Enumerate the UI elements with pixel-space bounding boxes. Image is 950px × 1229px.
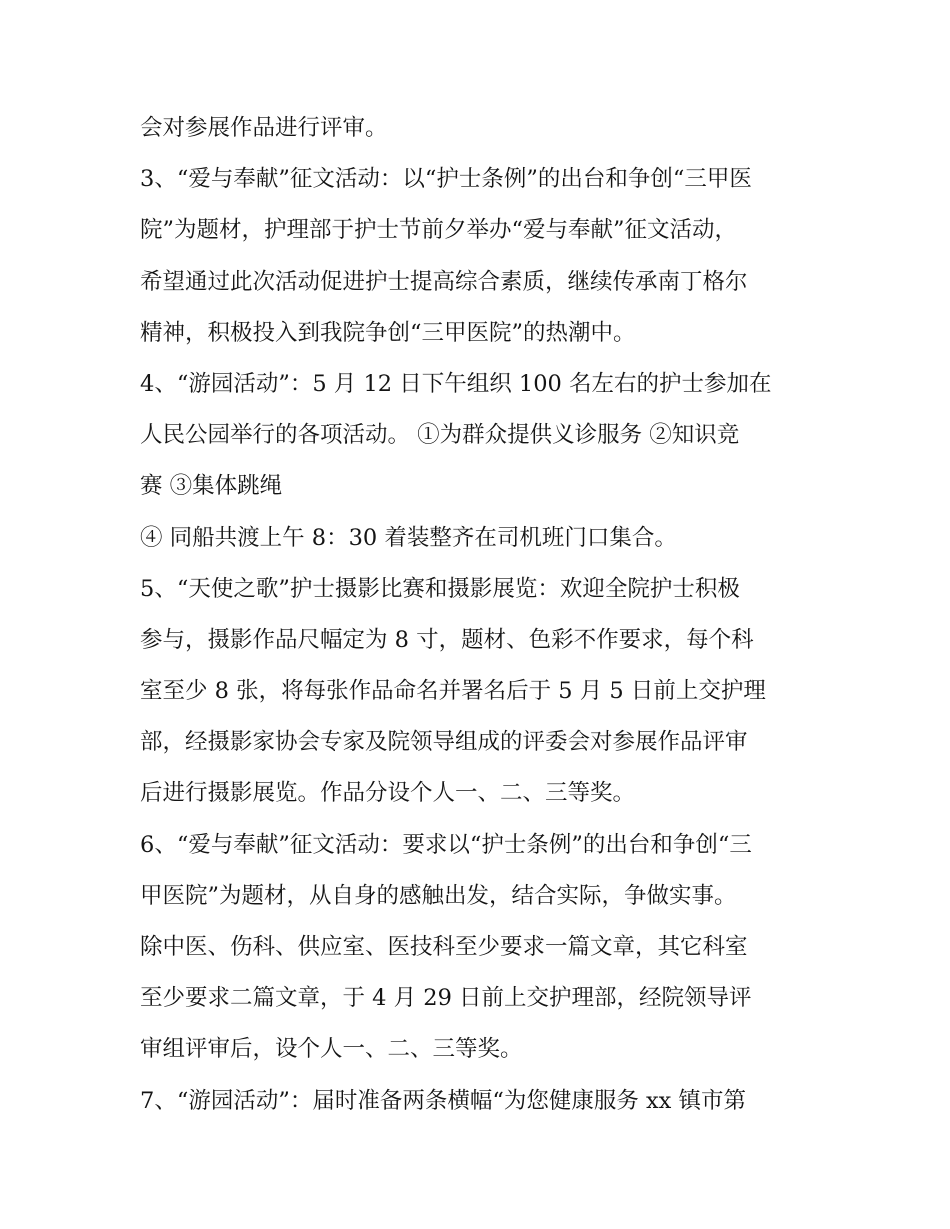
text-line: 4、“游园活动”：5 月 12 日下午组织 100 名左右的护士参加在 xyxy=(140,370,772,397)
text-line: 精神，积极投入到我院争创“三甲医院”的热潮中。 xyxy=(140,319,636,346)
document-body xyxy=(140,103,830,1127)
text-line: 后进行摄影展览。作品分设个人一、二、三等奖。 xyxy=(140,780,636,807)
text-line: 参与，摄影作品尺幅定为 8 寸，题材、色彩不作要求，每个科 xyxy=(140,626,754,653)
text-line: 室至少 8 张，将每张作品命名并署名后于 5 月 5 日前上交护理 xyxy=(140,678,766,705)
text-line: 7、“游园活动”：届时准备两条横幅“为您健康服务 xx 镇市第 xyxy=(140,1087,747,1114)
text-line: 5、“天使之歌”护士摄影比赛和摄影展览：欢迎全院护士积极 xyxy=(140,575,740,602)
text-line: 审组评审后，设个人一、二、三等奖。 xyxy=(140,1036,523,1063)
text-line: 6、“爱与奉献”征文活动：要求以“护士条例”的出台和争创“三 xyxy=(140,831,752,858)
text-line: 院”为题材，护理部于护士节前夕举办“爱与奉献”征文活动， xyxy=(140,217,738,244)
text-line: 除中医、伤科、供应室、医技科至少要求一篇文章，其它科室 xyxy=(140,934,748,960)
text-line: 会对参展作品进行评审。 xyxy=(140,115,388,141)
text-line: 3、“爱与奉献”征文活动：以“护士条例”的出台和争创“三甲医 xyxy=(140,166,752,193)
text-line: 部，经摄影家协会专家及院领导组成的评委会对参展作品评审 xyxy=(140,729,748,756)
text-line: 希望通过此次活动促进护士提高综合素质，继续传承南丁格尔 xyxy=(140,268,748,295)
text-line: 至少要求二篇文章，于 4 月 29 日前上交护理部，经院领导评 xyxy=(140,985,752,1012)
text-line: 赛 ③集体跳绳 xyxy=(140,473,283,500)
text-line: 人民公园举行的各项活动。 ①为群众提供义诊服务 ②知识竞 xyxy=(140,422,740,449)
text-line: ④ 同船共渡上午 8：30 着装整齐在司机班门口集合。 xyxy=(140,524,677,551)
text-line: 甲医院”为题材，从自身的感触出发，结合实际，争做实事。 xyxy=(140,882,737,909)
